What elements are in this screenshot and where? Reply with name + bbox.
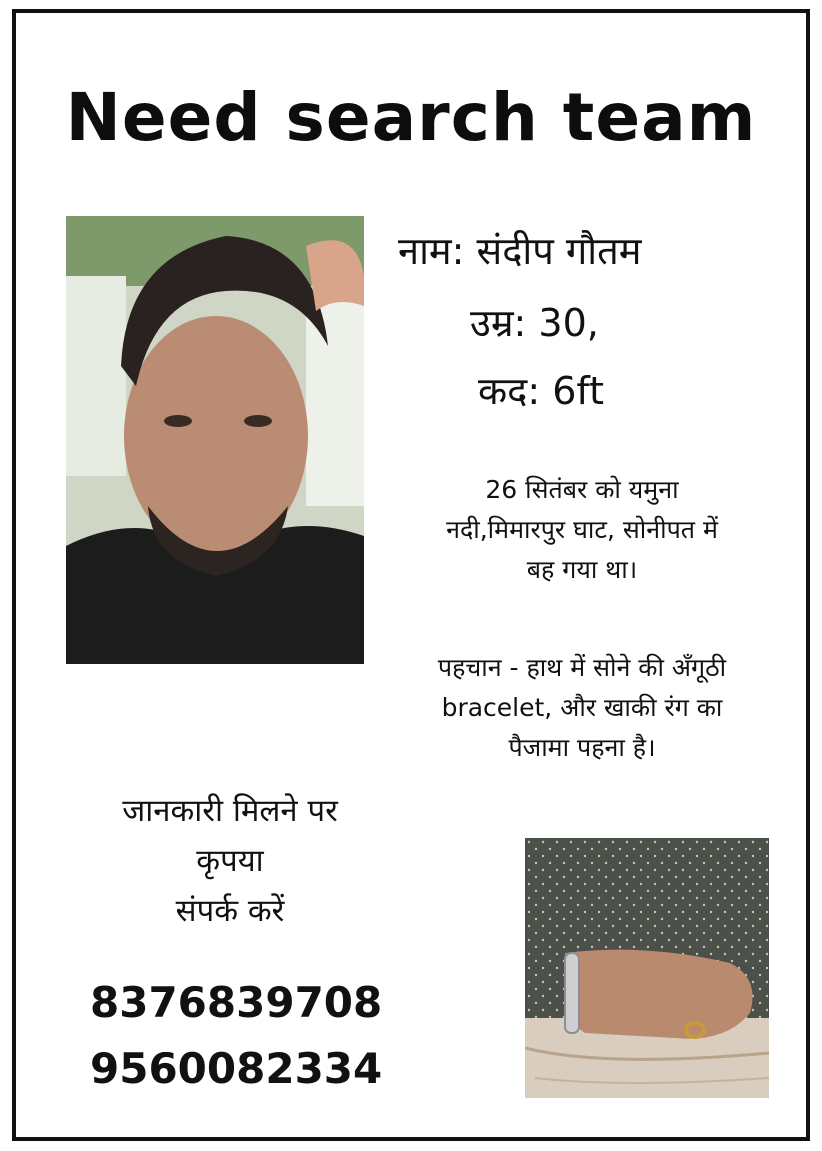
identification-line: bracelet, और खाकी रंग का — [441, 693, 723, 722]
incident-description — [392, 470, 772, 590]
hand-bracelet-ring-photo — [525, 838, 769, 1098]
phone-number: 9560082334 — [90, 1044, 383, 1093]
identification-line: पैजामा पहना है। — [508, 733, 656, 762]
phone-numbers — [90, 970, 410, 1102]
contact-request — [70, 786, 390, 936]
poster-title: Need search team — [65, 79, 757, 156]
contact-line: जानकारी मिलने पर — [122, 793, 338, 829]
contact-line: संपर्क करें — [175, 893, 285, 929]
name-line: नाम: संदीप गौतम — [398, 229, 642, 273]
height-line: कद: 6ft — [478, 369, 605, 413]
missing-person-portrait-photo — [66, 216, 364, 664]
age-line: उम्र: 30, — [470, 301, 599, 345]
phone-number: 8376839708 — [90, 978, 383, 1027]
incident-line: बह गया था। — [526, 555, 638, 584]
incident-line: नदी,मिमारपुर घाट, सोनीपत में — [446, 515, 718, 544]
identification-description — [392, 648, 772, 768]
incident-line: 26 सितंबर को यमुना — [485, 475, 679, 504]
contact-line: कृपया — [196, 843, 264, 879]
identification-line: पहचान - हाथ में सोने की अँगूठी — [437, 653, 727, 682]
